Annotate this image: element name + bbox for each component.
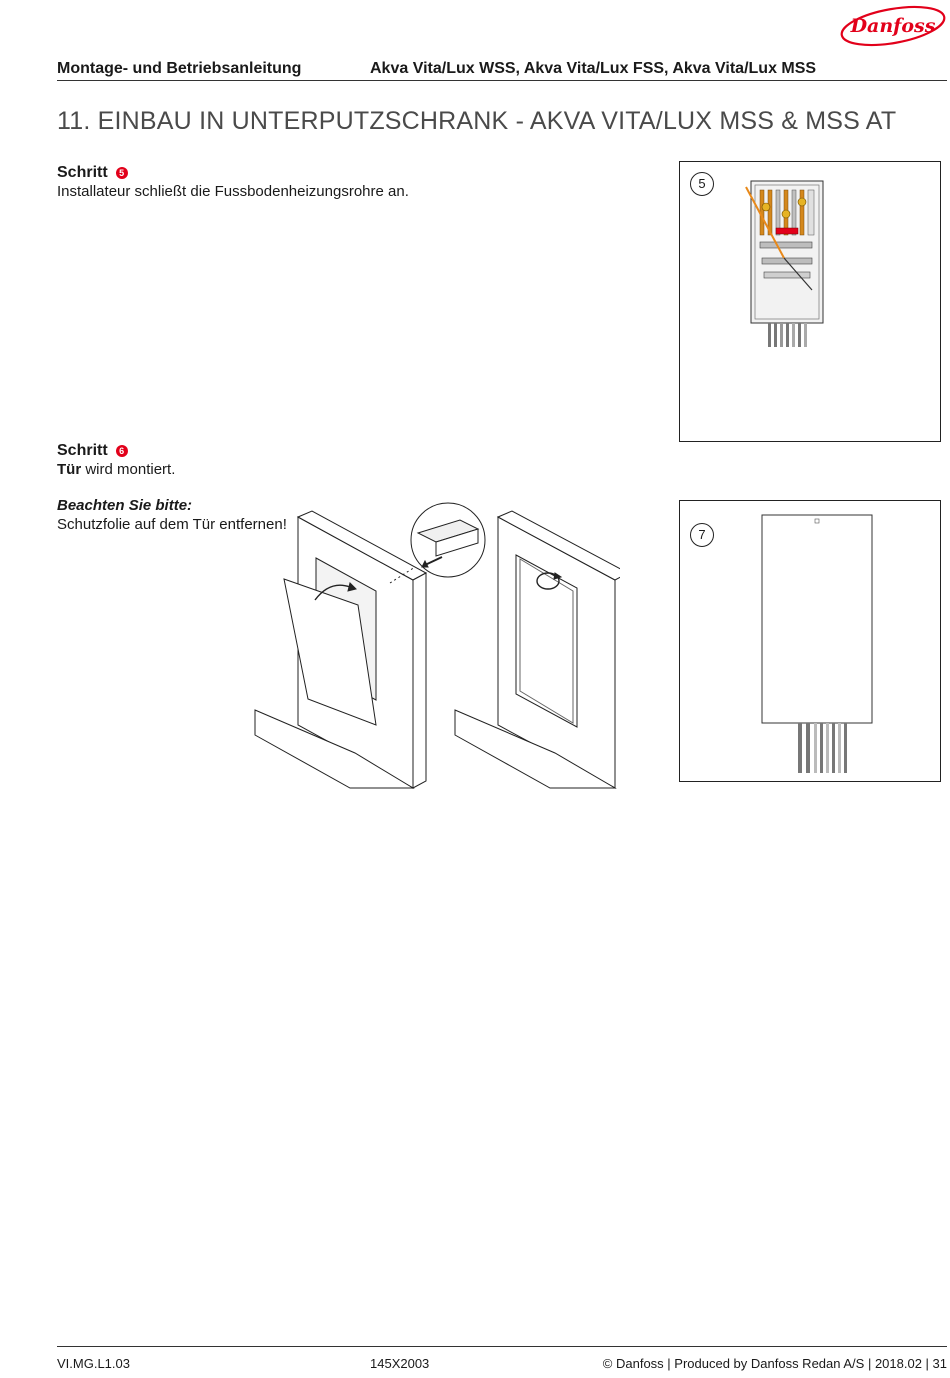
footer-document-code: VI.MG.L1.03	[57, 1356, 130, 1371]
step5-number-badge: 5	[116, 167, 128, 179]
step6-text-rest: wird montiert.	[81, 461, 176, 478]
step6-label: Schritt	[57, 442, 108, 459]
figure-7-number: 7	[690, 523, 714, 547]
figure-6-door-mounting	[250, 495, 620, 795]
step6-heading	[57, 442, 128, 460]
logo-text: Danfoss	[850, 15, 936, 37]
step5-heading	[57, 164, 128, 182]
footer-copyright-page: © Danfoss | Produced by Danfoss Redan A/S | 2018.02 | 31	[602, 1356, 947, 1371]
closed-cabinet-drawing	[680, 501, 940, 781]
step6-text-bold: Tür	[57, 461, 82, 478]
footer-divider	[57, 1346, 947, 1347]
footer-part-number: 145X2003	[370, 1356, 430, 1371]
step5-text: Installateur schließt die Fussbodenheizungsrohre an.	[57, 183, 409, 200]
danfoss-logo	[838, 4, 948, 48]
header-document-type: Montage- und Betriebsanleitung	[57, 60, 302, 77]
section-title: 11. EINBAU IN UNTERPUTZSCHRANK - AKVA VITA/LUX MSS & MSS AT	[57, 107, 897, 135]
figure-7-closed-cabinet	[679, 500, 941, 782]
figure-5-number: 5	[690, 172, 714, 196]
note-title: Beachten Sie bitte:	[57, 497, 193, 514]
note-text: Schutzfolie auf dem Tür entfernen!	[57, 516, 287, 533]
header-divider	[57, 80, 947, 81]
step6-text	[57, 461, 175, 478]
step6-number-badge: 6	[116, 445, 128, 457]
step5-label: Schritt	[57, 164, 108, 181]
door-mounting-drawing	[250, 495, 620, 795]
manifold-cabinet-drawing	[680, 162, 940, 441]
header-product-names: Akva Vita/Lux WSS, Akva Vita/Lux FSS, Akva Vita/Lux MSS	[370, 60, 817, 77]
figure-5-manifold-cabinet	[679, 161, 941, 442]
